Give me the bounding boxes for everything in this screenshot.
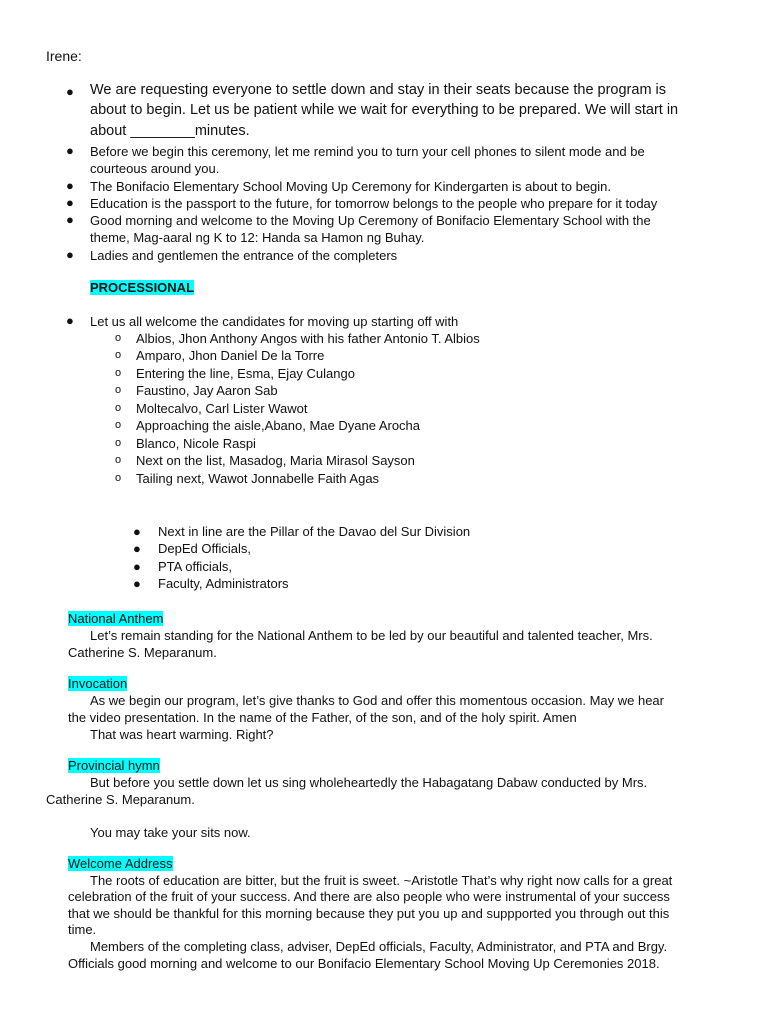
bullet-icon: ● xyxy=(66,313,74,328)
welcome-text-cont: Officials good morning and welcome to our Bonifacio Elementary School Moving Up Ceremonies 2018. xyxy=(68,956,660,971)
welcome-text-cont: time. xyxy=(68,922,97,937)
welcome-text: The roots of education are bitter, but the fruit is sweet. ~Aristotle That’s why right now calls for a great xyxy=(90,873,673,888)
intro-bullet-5: Good morning and welcome to the Moving Up Ceremony of Bonifacio Elementary School with the xyxy=(90,213,651,228)
circle-bullet-icon: o xyxy=(115,332,122,344)
candidate-item: Albios, Jhon Anthony Angos with his father Antonio T. Albios xyxy=(136,331,480,346)
candidate-item: Next on the list, Masadog, Maria Mirasol Sayson xyxy=(136,453,415,468)
hymn-text: But before you settle down let us sing wholeheartedly the Habagatang Dabaw conducted by Mrs. xyxy=(90,775,648,790)
welcome-text-cont: Members of the completing class, adviser, DepEd officials, Faculty, Administrator, and PTA and Brgy. xyxy=(90,939,668,954)
intro-bullet-1-cont: about ________minutes. xyxy=(90,123,250,139)
welcome-heading: Welcome Address xyxy=(68,856,173,871)
official-item: Faculty, Administrators xyxy=(158,576,289,591)
candidate-item: Tailing next, Wawot Jonnabelle Faith Agas xyxy=(136,471,380,486)
official-item: PTA officials, xyxy=(158,559,232,574)
candidate-item: Faustino, Jay Aaron Sab xyxy=(136,383,278,398)
bullet-icon: ● xyxy=(133,576,141,591)
processional-heading: PROCESSIONAL xyxy=(90,280,195,295)
bullet-icon: ● xyxy=(133,541,141,556)
bullet-icon: ● xyxy=(66,195,74,210)
bullet-icon: ● xyxy=(66,84,74,99)
hymn-text-cont: You may take your sits now. xyxy=(90,825,251,840)
circle-bullet-icon: o xyxy=(115,402,122,414)
hymn-text-cont: Catherine S. Meparanum. xyxy=(46,792,195,807)
circle-bullet-icon: o xyxy=(115,419,122,431)
candidate-item: Amparo, Jhon Daniel De la Torre xyxy=(136,348,325,363)
candidate-item: Entering the line, Esma, Ejay Culango xyxy=(136,366,355,381)
candidate-item: Approaching the aisle,Abano, Mae Dyane Arocha xyxy=(136,418,421,433)
bullet-icon: ● xyxy=(66,247,74,262)
official-item: DepEd Officials, xyxy=(158,541,251,556)
official-item: Next in line are the Pillar of the Davao del Sur Division xyxy=(158,524,471,539)
anthem-text: Let’s remain standing for the National Anthem to be led by our beautiful and talented teacher, Mrs. xyxy=(90,628,653,643)
circle-bullet-icon: o xyxy=(115,349,122,361)
anthem-text-cont: Catherine S. Meparanum. xyxy=(68,645,217,660)
candidate-item: Blanco, Nicole Raspi xyxy=(136,436,256,451)
hymn-heading: Provincial hymn xyxy=(68,758,160,773)
welcome-text-cont: that we should be thankful for this morning because they put you up and suppported you through out this xyxy=(68,906,670,921)
circle-bullet-icon: o xyxy=(115,437,122,449)
circle-bullet-icon: o xyxy=(115,367,122,379)
intro-bullet-1-cont: about to begin. Let us be patient while we wait for everything to be prepared. We will start in xyxy=(90,102,679,118)
invocation-text: As we begin our program, let’s give thanks to God and offer this momentous occasion. May we hear xyxy=(90,693,664,708)
intro-bullet-1: We are requesting everyone to settle down and stay in their seats because the program is xyxy=(90,82,667,98)
circle-bullet-icon: o xyxy=(115,384,122,396)
anthem-heading: National Anthem xyxy=(68,611,164,626)
processional-lead: Let us all welcome the candidates for moving up starting off with xyxy=(90,314,459,329)
intro-bullet-6: Ladies and gentlemen the entrance of the completers xyxy=(90,248,398,263)
invocation-heading: Invocation xyxy=(68,676,128,691)
candidate-item: Moltecalvo, Carl Lister Wawot xyxy=(136,401,308,416)
bullet-icon: ● xyxy=(66,143,74,158)
bullet-icon: ● xyxy=(133,524,141,539)
circle-bullet-icon: o xyxy=(115,472,122,484)
intro-bullet-4: Education is the passport to the future, for tomorrow belongs to the people who prepare for it today xyxy=(90,196,658,211)
invocation-text-cont: the video presentation. In the name of the Father, of the son, and of the holy spirit. Amen xyxy=(68,710,577,725)
bullet-icon: ● xyxy=(66,178,74,193)
bullet-icon: ● xyxy=(133,559,141,574)
intro-bullet-3: The Bonifacio Elementary School Moving Up Ceremony for Kindergarten is about to begin. xyxy=(90,179,612,194)
intro-bullet-2: Before we begin this ceremony, let me remind you to turn your cell phones to silent mode and be xyxy=(90,144,645,159)
circle-bullet-icon: o xyxy=(115,454,122,466)
intro-bullet-5-cont: theme, Mag-aaral ng K to 12: Handa sa Hamon ng Buhay. xyxy=(90,230,425,245)
intro-bullet-2-cont: courteous around you. xyxy=(90,161,220,176)
speaker-name: Irene: xyxy=(46,48,82,64)
invocation-text-cont: That was heart warming. Right? xyxy=(90,727,274,742)
welcome-text-cont: celebration of the fruit of your success. And there are also people who were instrumental of your success xyxy=(68,889,670,904)
bullet-icon: ● xyxy=(66,212,74,227)
